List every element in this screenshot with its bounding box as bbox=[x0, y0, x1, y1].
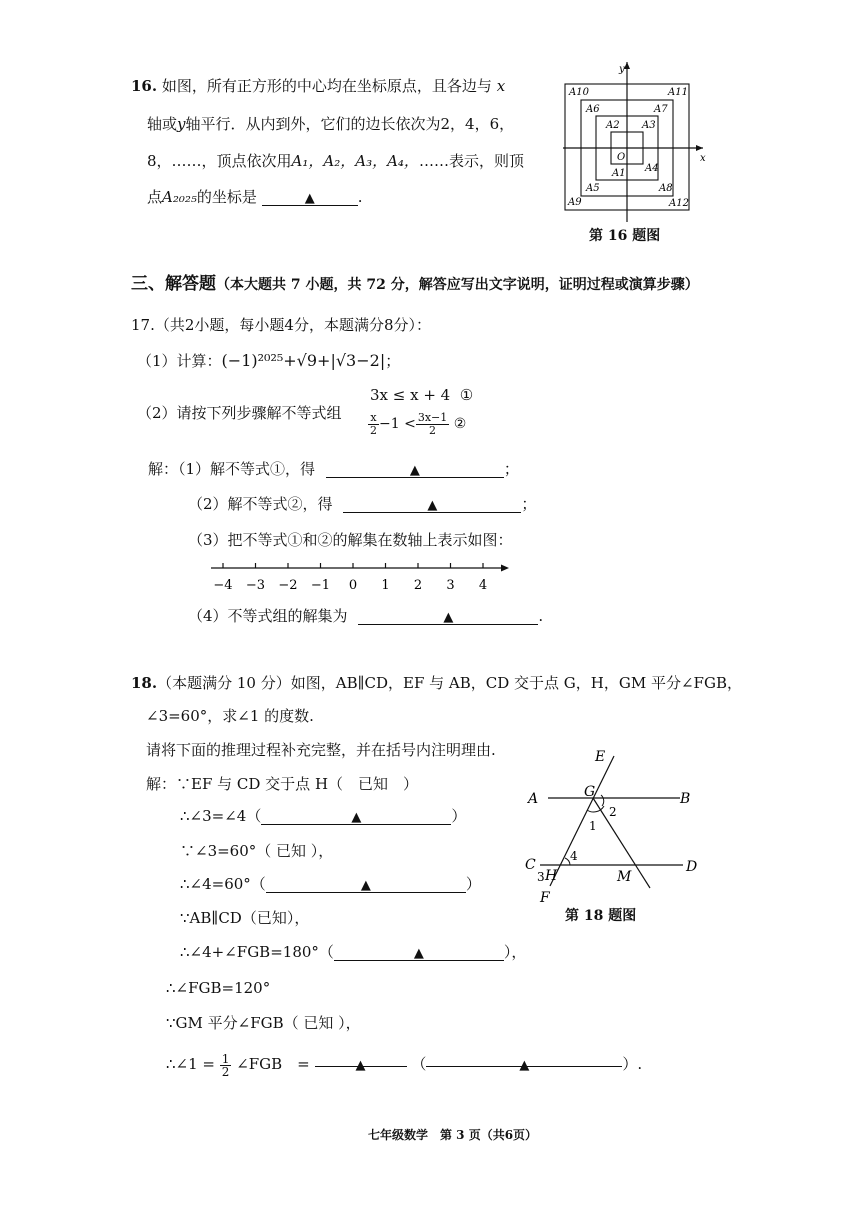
q17-part2-label: （2）请按下列步骤解不等式组 bbox=[137, 404, 342, 422]
q16-label-a6: A6 bbox=[586, 104, 600, 115]
q17-step4-text: （4）不等式组的解集为 bbox=[188, 607, 348, 625]
triangle-icon: ▲ bbox=[443, 610, 454, 625]
q18-label-a: A bbox=[528, 791, 539, 807]
q16-label-y: y bbox=[619, 64, 625, 75]
q18-label-angle3: 3 bbox=[537, 870, 545, 884]
q16-label-a9: A9 bbox=[568, 197, 582, 208]
q17-step4 bbox=[188, 606, 543, 626]
q18-line-ef bbox=[550, 756, 614, 886]
q16-line3 bbox=[147, 151, 524, 171]
q18-reason-9-angle: ∠FGB = bbox=[236, 1055, 310, 1073]
q18-angle2-arc bbox=[601, 795, 604, 806]
triangle-icon: ▲ bbox=[413, 946, 424, 961]
q16-text-2a: 轴或 bbox=[147, 115, 178, 133]
q16-text-4b: 的坐标是 bbox=[196, 188, 257, 206]
q18-instruction: 请将下面的推理过程补充完整，并在括号内注明理由. bbox=[146, 741, 496, 759]
q16-x-arrow-icon bbox=[696, 145, 703, 151]
q16-label-a7: A7 bbox=[654, 104, 668, 115]
q16-label-x: x bbox=[700, 153, 706, 164]
q16-line2 bbox=[147, 114, 514, 134]
q18-reason-9-text: ∴∠1 = bbox=[166, 1055, 215, 1073]
number-line-arrow-icon bbox=[501, 565, 509, 572]
q16-label-a3: A3 bbox=[642, 120, 656, 131]
fraction-denominator: 2 bbox=[429, 423, 437, 437]
q17-step1-blank[interactable] bbox=[326, 459, 504, 478]
q18-figure bbox=[520, 748, 710, 908]
number-line-label: 2 bbox=[413, 578, 423, 593]
q18-label-angle4: 4 bbox=[570, 849, 578, 863]
q18-reason-1 bbox=[146, 774, 418, 794]
q17-part1-expr: (−1)²⁰²⁵+√9+|√3−2| bbox=[221, 351, 386, 370]
q16-line4 bbox=[147, 187, 362, 207]
number-line-label: 0 bbox=[348, 578, 358, 593]
triangle-icon: ▲ bbox=[519, 1058, 530, 1073]
q16-number: 16. bbox=[131, 77, 158, 95]
q18-caption: 第 18 题图 bbox=[565, 908, 637, 924]
q18-reason-6-blank[interactable] bbox=[334, 942, 504, 961]
q17-solution-label: 解： bbox=[148, 460, 179, 478]
q16-figure bbox=[555, 60, 715, 230]
q18-reason-4 bbox=[180, 874, 481, 894]
section3-title: 三、解答题 bbox=[131, 274, 216, 294]
q18-reason-3: ∵∠3=60°（ 已知 ）， bbox=[180, 842, 334, 860]
q17-step2-text: （2）解不等式②，得 bbox=[188, 495, 333, 513]
q17-number-line bbox=[205, 556, 515, 596]
q17-part1 bbox=[137, 351, 400, 371]
q18-reason-9 bbox=[166, 1048, 642, 1080]
q17-part1-label: （1）计算： bbox=[137, 352, 222, 370]
q18-reason-6-text: ∴∠4+∠FGB=180°（ bbox=[180, 943, 334, 961]
q18-label-c: C bbox=[525, 857, 536, 873]
page-footer: 七年级数学 第 3 页（共6页） bbox=[368, 1128, 538, 1142]
q16-label-a8: A8 bbox=[659, 183, 673, 194]
number-line-label: 4 bbox=[478, 578, 488, 593]
q16-end: . bbox=[357, 188, 363, 206]
q17-step2 bbox=[188, 494, 536, 514]
q17-step1-text: （1）解不等式①，得 bbox=[178, 460, 316, 478]
fraction-denominator: 2 bbox=[221, 1064, 230, 1079]
q18-label-b: B bbox=[680, 791, 691, 807]
triangle-icon: ▲ bbox=[351, 810, 362, 825]
q17-ineq2 bbox=[368, 408, 466, 440]
fraction-denominator: 2 bbox=[370, 423, 377, 437]
triangle-icon: ▲ bbox=[427, 498, 438, 513]
q17-ineq2-left-fraction bbox=[368, 412, 379, 437]
q18-reason-5: ∵AB∥CD（已知）， bbox=[180, 909, 310, 927]
q18-reason-6 bbox=[180, 942, 526, 962]
q18-reason-9-blank-1[interactable] bbox=[315, 1048, 407, 1073]
q18-label-g: G bbox=[584, 784, 596, 800]
q16-text-1: 如图，所有正方形的中心均在坐标原点，且各边与 bbox=[161, 77, 492, 95]
q18-label-e: E bbox=[595, 749, 606, 765]
q18-label-angle1: 1 bbox=[589, 819, 597, 833]
q16-text-2b: 轴平行．从内到外，它们的边长依次为2，4，6， bbox=[185, 115, 515, 133]
q16-vertices: A₁，A₂，A₃，A₄， bbox=[291, 152, 419, 170]
q17-step3: （3）把不等式①和②的解集在数轴上表示如图： bbox=[188, 531, 513, 549]
q17-ineq1 bbox=[370, 385, 473, 405]
q16-label-a11: A11 bbox=[668, 87, 688, 98]
q17-ineq1-tag: ① bbox=[459, 386, 474, 404]
number-line-label: −4 bbox=[213, 578, 233, 593]
number-line-label: −1 bbox=[310, 578, 331, 593]
triangle-icon: ▲ bbox=[355, 1058, 366, 1073]
section3-heading bbox=[131, 274, 699, 295]
q16-var-a2025: A₂₀₂₅ bbox=[162, 188, 197, 206]
q17-ineq2-right-fraction bbox=[416, 412, 449, 437]
section3-desc: （本大题共 7 小题，共 72 分，解答应写出文字说明，证明过程或演算步骤） bbox=[216, 277, 699, 293]
number-line-label: −3 bbox=[245, 578, 266, 593]
q18-reason-4-blank[interactable] bbox=[266, 874, 466, 893]
q16-var-y: y bbox=[177, 115, 186, 133]
q17-step1 bbox=[148, 459, 519, 479]
q17-ineq2-mid: −1 < bbox=[379, 416, 416, 432]
q18-reason-2 bbox=[180, 806, 466, 826]
q17-step4-blank[interactable] bbox=[358, 606, 538, 625]
q17-step2-end: ； bbox=[521, 495, 537, 513]
q16-text-3a: 8，……，顶点依次用 bbox=[147, 152, 292, 170]
number-line-label: −2 bbox=[278, 578, 298, 593]
q18-reason-2-end: ） bbox=[451, 807, 467, 825]
q17-ineq1-expr: 3x ≤ x + 4 bbox=[370, 386, 451, 404]
q16-label-origin: O bbox=[617, 152, 626, 163]
q17-step2-blank[interactable] bbox=[343, 494, 521, 513]
q18-number: 18. bbox=[131, 674, 158, 692]
q16-label-a5: A5 bbox=[586, 183, 600, 194]
q16-var-x: x bbox=[496, 77, 506, 95]
q18-label-h: H bbox=[545, 868, 558, 884]
q18-reason-2-blank[interactable] bbox=[261, 806, 451, 825]
q18-header-2: ∠3=60°，求∠1 的度数. bbox=[146, 707, 314, 725]
q18-reason-4-text: ∴∠4=60°（ bbox=[180, 875, 266, 893]
q16-text-4a: 点 bbox=[147, 188, 163, 206]
q18-label-angle2: 2 bbox=[609, 805, 617, 819]
q18-label-m: M bbox=[617, 869, 632, 885]
q16-line1 bbox=[131, 76, 505, 96]
q18-label-d: D bbox=[686, 859, 698, 875]
q18-label-f: F bbox=[540, 890, 550, 906]
q18-header bbox=[131, 673, 742, 693]
q16-y-arrow-icon bbox=[624, 62, 630, 69]
fraction-numerator: x bbox=[368, 412, 379, 425]
q17-ineq2-tag: ② bbox=[453, 416, 467, 432]
q18-header-text: （本题满分 10 分）如图，AB∥CD，EF 与 AB，CD 交于点 G，H，GM 平分∠FGB， bbox=[157, 674, 742, 692]
q18-reason-9-paren-open: （ bbox=[411, 1055, 427, 1073]
q18-solution-label: 解： bbox=[146, 775, 177, 793]
q18-reason-2-text: ∴∠3=∠4（ bbox=[180, 807, 262, 825]
q17-step1-end: ； bbox=[503, 460, 519, 478]
q17-part1-end: ； bbox=[385, 352, 401, 370]
q18-reason-9-end: ）. bbox=[622, 1055, 643, 1073]
q18-reason-1-text: ∵EF 与 CD 交于点 H（ 已知 ） bbox=[176, 775, 419, 793]
q18-reason-8: ∵GM 平分∠FGB（ 已知 ）， bbox=[166, 1014, 361, 1032]
fraction-numerator: 3x−1 bbox=[417, 410, 448, 424]
q18-reason-4-end: ） bbox=[465, 875, 481, 893]
triangle-icon: ▲ bbox=[304, 191, 315, 206]
fraction-numerator: 1 bbox=[221, 1051, 230, 1066]
q16-answer-blank[interactable] bbox=[262, 187, 358, 206]
number-line-label: 3 bbox=[446, 578, 455, 593]
q16-label-a2: A2 bbox=[606, 120, 620, 131]
q18-reason-9-blank-2[interactable] bbox=[426, 1048, 622, 1073]
q16-label-a1: A1 bbox=[612, 168, 626, 179]
q17-step4-end: . bbox=[538, 607, 544, 625]
q18-reason-7: ∴∠FGB=120° bbox=[166, 979, 271, 997]
triangle-icon: ▲ bbox=[409, 463, 420, 478]
number-line-label: 1 bbox=[381, 578, 390, 593]
q16-label-a12: A12 bbox=[669, 198, 689, 209]
q16-text-3b: ……表示，则顶 bbox=[418, 152, 524, 170]
triangle-icon: ▲ bbox=[360, 878, 371, 893]
q16-label-a4: A4 bbox=[645, 163, 659, 174]
q16-caption: 第 16 题图 bbox=[589, 228, 661, 244]
q18-reason-6-end: ）， bbox=[503, 943, 527, 961]
q18-half-fraction bbox=[220, 1053, 232, 1078]
q17-header: 17.（共2小题，每小题4分，本题满分8分）： bbox=[131, 316, 431, 334]
q16-label-a10: A10 bbox=[569, 87, 589, 98]
